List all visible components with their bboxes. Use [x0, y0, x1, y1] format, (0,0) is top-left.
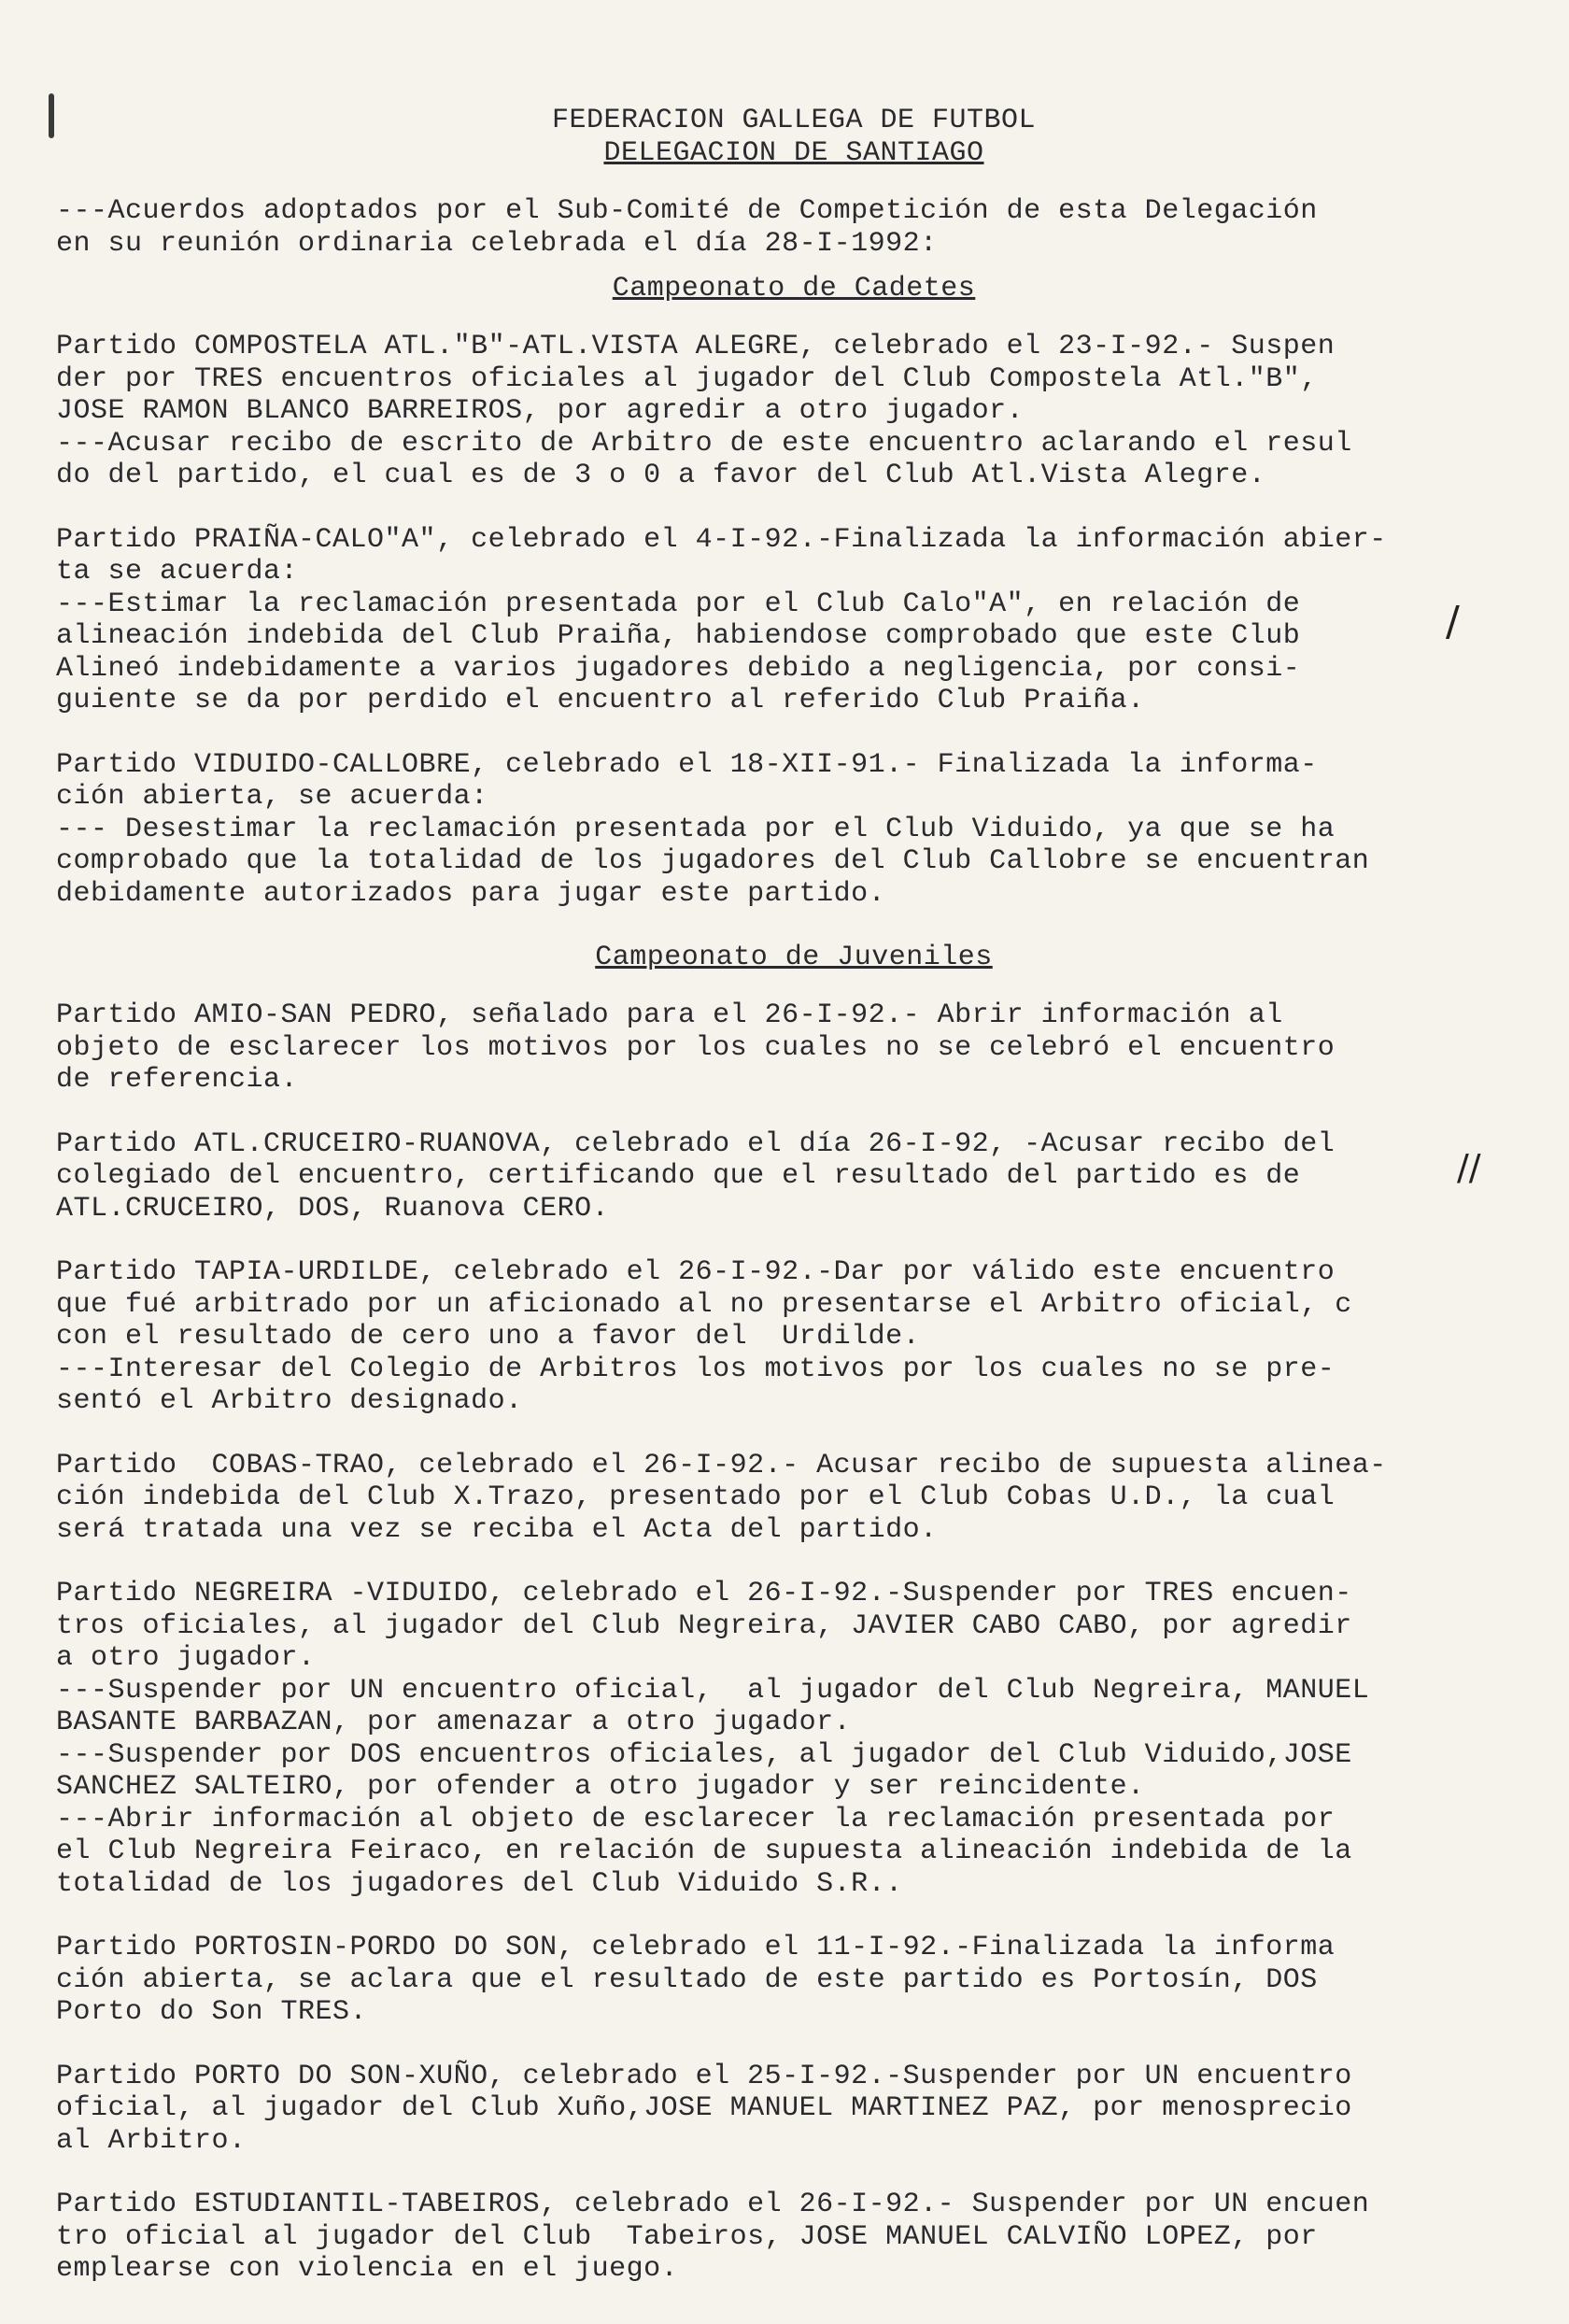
section-title-text: Campeonato de Cadetes: [612, 273, 976, 305]
text-line: Partido VIDUIDO-CALLOBRE, celebrado el 18-XII-91.- Finalizada la informa-: [56, 748, 1318, 781]
text-line: ---Acusar recibo de escrito de Arbitro de este encuentro aclarando el resul: [56, 427, 1352, 460]
text-line: tro oficial al jugador del Club Tabeiros, JOSE MANUEL CALVIÑO LOPEZ, por: [56, 2220, 1318, 2253]
text-line: ción indebida del Club X.Trazo, presentado por el Club Cobas U.D., la cual: [56, 1481, 1336, 1513]
text-line: ta se acuerda:: [56, 556, 299, 588]
text-line: guiente se da por perdido el encuentro al referido Club Praiña.: [56, 685, 1145, 716]
text-line: Partido PORTOSIN-PORDO DO SON, celebrado el 11-I-92.-Finalizada la informa: [56, 1932, 1336, 1963]
binder-mark: [49, 93, 54, 138]
text-line: al Arbitro.: [56, 2124, 247, 2157]
text-line: ---Abrir información al objeto de esclarecer la reclamación presentada por: [56, 1803, 1336, 1835]
text-line: Partido NEGREIRA -VIDUIDO, celebrado el 26-I-92.-Suspender por TRES encuen-: [56, 1578, 1352, 1609]
text-line: que fué arbitrado por un aficionado al no presentarse el Arbitro oficial, c: [56, 1288, 1352, 1321]
text-line: será tratada una vez se reciba el Acta del partido.: [56, 1513, 938, 1546]
text-line: con el resultado de cero uno a favor del Urdilde.: [56, 1321, 921, 1353]
text-line: de referencia.: [56, 1064, 299, 1096]
text-line: Partido AMIO-SAN PEDRO, señalado para el 26-I-92.- Abrir información al: [56, 999, 1283, 1031]
sections-container: [56, 273, 1532, 2286]
section-title: [56, 942, 1532, 979]
text-line: Partido TAPIA-URDILDE, celebrado el 26-I-92.-Dar por válido este encuentro: [56, 1256, 1336, 1288]
text-line: totalidad de los jugadores del Club Viduido S.R..: [56, 1867, 903, 1900]
text-line: tros oficiales, al jugador del Club Negreira, JAVIER CABO CABO, por agredir: [56, 1609, 1352, 1642]
text-line: comprobado que la totalidad de los jugadores del Club Callobre se encuentran: [56, 845, 1370, 877]
text-line: ---Suspender por UN encuentro oficial, al jugador del Club Negreira, MANUEL: [56, 1674, 1370, 1707]
margin-double-slash-mark: //: [1457, 1147, 1481, 1188]
match-paragraph: [56, 1932, 1532, 2029]
match-paragraph: [56, 1450, 1532, 1547]
text-line: colegiado del encuentro, certificando que el resultado del partido es de: [56, 1160, 1301, 1192]
text-line: BASANTE BARBAZAN, por amenazar a otro jugador.: [56, 1707, 852, 1738]
text-line: JOSE RAMON BLANCO BARREIROS, por agredir a otro jugador.: [56, 395, 1025, 427]
text-line: emplearse con violencia en el juego.: [56, 2253, 679, 2285]
text-line: objeto de esclarecer los motivos por los cuales no se celebró el encuentro: [56, 1031, 1336, 1064]
text-line: Partido COMPOSTELA ATL."B"-ATL.VISTA ALEGRE, celebrado el 23-I-92.- Suspen: [56, 331, 1336, 362]
match-paragraph: [56, 2189, 1532, 2286]
text-line: Partido ATL.CRUCEIRO-RUANOVA, celebrado el día 26-I-92, -Acusar recibo del: [56, 1127, 1336, 1160]
text-line: en su reunión ordinaria celebrada el día 28-I-1992:: [56, 227, 938, 260]
section-title-text: Campeonato de Juveniles: [595, 942, 993, 973]
text-line: SANCHEZ SALTEIRO, por ofender a otro jugador y ser reincidente.: [56, 1771, 1145, 1803]
text-line: Partido PRAIÑA-CALO"A", celebrado el 4-I-92.-Finalizada la información abier-: [56, 523, 1387, 556]
text-line: --- Desestimar la reclamación presentada por el Club Viduido, ya que se ha: [56, 813, 1336, 845]
match-paragraph: [56, 524, 1532, 717]
document-body: [56, 105, 1532, 2317]
text-line: Partido ESTUDIANTIL-TABEIROS, celebrado el 26-I-92.- Suspender por UN encuen: [56, 2189, 1370, 2220]
match-paragraph: [56, 1578, 1532, 1900]
text-line: der por TRES encuentros oficiales al jugador del Club Compostela Atl."B",: [56, 362, 1318, 395]
text-line: oficial, al jugador del Club Xuño,JOSE MANUEL MARTINEZ PAZ, por menosprecio: [56, 2092, 1352, 2124]
text-line: el Club Negreira Feiraco, en relación de supuesta alineación indebida de la: [56, 1835, 1352, 1867]
text-line: alineación indebida del Club Praiña, habiendose comprobado que este Club: [56, 620, 1301, 652]
text-line: do del partido, el cual es de 3 o 0 a favor del Club Atl.Vista Alegre.: [56, 460, 1266, 491]
match-paragraph: [56, 999, 1532, 1097]
match-paragraph: [56, 331, 1532, 492]
text-line: ---Acuerdos adoptados por el Sub-Comité de Competición de esta Delegación: [56, 195, 1318, 227]
match-paragraph: [56, 2061, 1532, 2158]
text-line: sentó el Arbitro designado.: [56, 1385, 523, 1417]
delegation-title: DELEGACION DE SANTIAGO: [603, 136, 984, 169]
margin-slash-mark: /: [1446, 598, 1460, 645]
match-paragraph: [56, 749, 1532, 911]
section-title: [56, 273, 1532, 310]
text-line: Porto do Son TRES.: [56, 1996, 368, 2028]
text-line: Alineó indebidamente a varios jugadores debido a negligencia, por consi-: [56, 652, 1301, 685]
intro-paragraph: [56, 195, 1532, 260]
text-line: ---Interesar del Colegio de Arbitros los motivos por los cuales no se pre-: [56, 1353, 1336, 1385]
match-paragraph: [56, 1128, 1532, 1226]
text-line: debidamente autorizados para jugar este partido.: [56, 877, 886, 910]
text-line: Partido PORTO DO SON-XUÑO, celebrado el 25-I-92.-Suspender por UN encuentro: [56, 2060, 1352, 2092]
text-line: ---Estimar la reclamación presentada por el Club Calo"A", en relación de: [56, 588, 1301, 620]
text-line: ción abierta, se aclara que el resultado de este partido es Portosín, DOS: [56, 1963, 1318, 1996]
match-paragraph: [56, 1256, 1532, 1418]
federation-title: FEDERACION GALLEGA DE FUTBOL: [551, 105, 1037, 136]
text-line: ción abierta, se acuerda:: [56, 781, 488, 813]
text-line: a otro jugador.: [56, 1642, 316, 1674]
text-line: ---Suspender por DOS encuentros oficiales, al jugador del Club Viduido,JOSE: [56, 1738, 1352, 1771]
text-line: Partido COBAS-TRAO, celebrado el 26-I-92.- Acusar recibo de supuesta alinea-: [56, 1449, 1387, 1481]
text-line: ATL.CRUCEIRO, DOS, Ruanova CERO.: [56, 1192, 610, 1225]
